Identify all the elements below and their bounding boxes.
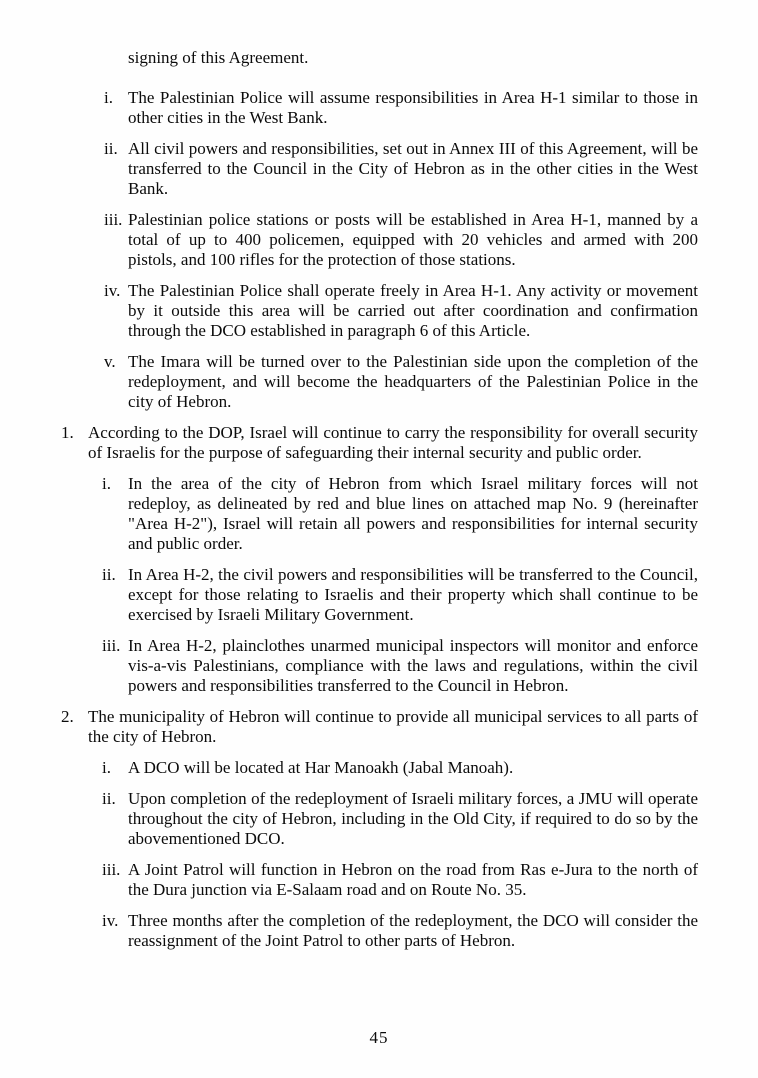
list-marker: iv. [104,281,121,300]
list-item [102,636,698,696]
numbered-item [61,423,698,696]
list-item-text: The Palestinian Police will assume responsibilities in Area H-1 similar to those in other cities in the West Bank. [128,88,698,127]
list-item-text: A Joint Patrol will function in Hebron on the road from Ras e-Jura to the north of the Dura junction via E-Salaam road and on Route No. 35. [128,860,698,899]
numbered-item-text: The municipality of Hebron will continue to provide all municipal services to all parts of the city of Hebron. [88,707,698,746]
list-item [104,139,698,199]
paragraph-continuation: signing of this Agreement. [128,48,309,67]
list-marker: iv. [102,911,119,930]
list-item [102,911,698,951]
page-number: 45 [369,1028,389,1047]
list-marker: iii. [104,210,123,229]
list-item [104,210,698,270]
list-item-text: All civil powers and responsibilities, set out in Annex III of this Agreement, will be transferred to the Council in the City of Hebron as in the other cities in the West Bank. [128,139,698,198]
list-item [102,789,698,849]
list-marker: iii. [102,636,121,655]
list-item [104,88,698,128]
list-marker: iii. [102,860,121,879]
list-item-text: The Imara will be turned over to the Palestinian side upon the completion of the redeployment, and will become the headquarters of the Palestinian Police in the city of Hebron. [128,352,698,411]
list-item-text: Three months after the completion of the redeployment, the DCO will consider the reassignment of the Joint Patrol to other parts of Hebron. [128,911,698,950]
list-item [102,565,698,625]
list-marker: 1. [61,423,74,442]
sub-list [88,758,698,951]
list-item [102,758,698,778]
sub-list [88,474,698,696]
list-marker: i. [102,474,111,493]
list-item-text: Palestinian police stations or posts will be established in Area H-1, manned by a total of up to 400 policemen, equipped with 20 vehicles and armed with 200 pistols, and 100 rifles for the protection of those stations. [128,210,698,269]
list-item-text: The Palestinian Police shall operate freely in Area H-1. Any activity or movement by it outside this area will be carried out after coordination and confirmation through the DCO established in paragraph 6 of this Article. [128,281,698,340]
list-item-text: In Area H-2, the civil powers and responsibilities will be transferred to the Council, except for those relating to Israelis and their property which shall continue to be exercised by Israeli Military Government. [128,565,698,624]
list-marker: ii. [104,139,118,158]
list-item [104,281,698,341]
list-item-text: In the area of the city of Hebron from which Israel military forces will not redeploy, as delineated by red and blue lines on attached map No. 9 (hereinafter "Area H-2"), Israel will retain all powers and responsibilities for internal security and public order. [128,474,698,553]
list-marker: i. [104,88,113,107]
document-body [60,48,698,962]
list-item-text: In Area H-2, plainclothes unarmed municipal inspectors will monitor and enforce vis-a-vis Palestinians, compliance with the laws and regulations, within the civil powers and responsibilities transferred to the Council in Hebron. [128,636,698,695]
list-item [102,474,698,554]
list-item [104,352,698,412]
list-item-text: Upon completion of the redeployment of Israeli military forces, a JMU will operate throughout the city of Hebron, including in the Old City, if required to do so by the abovementioned DCO. [128,789,698,848]
list-marker: v. [104,352,116,371]
list-marker: 2. [61,707,74,726]
numbered-item [61,707,698,951]
list-item [102,860,698,900]
list-item-text: A DCO will be located at Har Manoakh (Jabal Manoah). [128,758,514,777]
numbered-item-text: According to the DOP, Israel will continue to carry the responsibility for overall security of Israelis for the purpose of safeguarding their internal security and public order. [88,423,698,462]
list-marker: ii. [102,565,116,584]
list-marker: ii. [102,789,116,808]
list-marker: i. [102,758,111,777]
